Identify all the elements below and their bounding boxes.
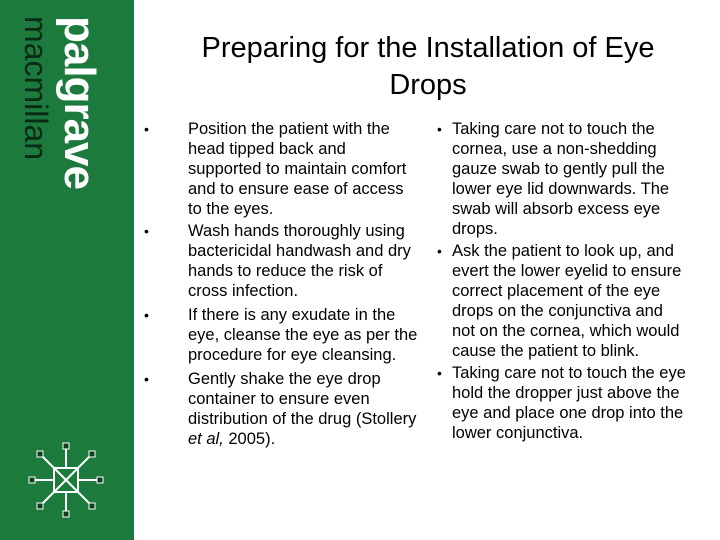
slide-title: Preparing for the Installation of Eye Drops — [201, 32, 655, 101]
brand-sidebar — [0, 0, 134, 540]
left-bullet-list — [144, 119, 420, 449]
list-item — [437, 241, 690, 361]
bullet-icon: • — [144, 307, 149, 323]
list-item — [144, 221, 420, 301]
bullet-text: Taking care not to touch the eye hold the dropper just above the eye and place one drop into the lower conjunctiva. — [452, 364, 686, 442]
bullet-icon: • — [144, 371, 149, 387]
network-logo-icon — [24, 438, 108, 522]
bullet-text-prefix: Gently shake the eye drop container to ensure even distribution of the drug (Stollery — [188, 370, 417, 428]
bullet-text: If there is any exudate in the eye, cleanse the eye as per the procedure for eye cleansing. — [188, 306, 418, 364]
bullet-text: Ask the patient to look up, and evert the lower eyelid to ensure correct placement of the eye drops on the conjunctiva and not on the cornea, which would cause the patient to blink. — [452, 242, 682, 360]
list-item — [437, 119, 690, 239]
brand-logo-palgrave: palgrave — [55, 16, 104, 189]
citation-italic: et al, — [188, 430, 224, 448]
list-item — [144, 119, 420, 219]
bullet-text: Position the patient with the head tipped back and supported to maintain comfort and to ensure ease of access to the eyes. — [188, 120, 407, 218]
brand-logo-macmillan: macmillan — [18, 16, 54, 161]
list-item — [144, 369, 420, 449]
list-item — [144, 305, 420, 365]
right-bullet-list — [437, 119, 690, 445]
bullet-icon: • — [437, 121, 442, 137]
list-item — [437, 363, 690, 443]
bullet-text: Wash hands thoroughly using bactericidal handwash and dry hands to reduce the risk of cross infection. — [188, 222, 411, 300]
bullet-icon: • — [437, 243, 442, 259]
bullet-text: Taking care not to touch the cornea, use a non-shedding gauze swab to gently pull the lower eye lid downwards. The swab will absorb excess eye drops. — [452, 120, 670, 238]
bullet-icon: • — [437, 365, 442, 381]
bullet-text-suffix: 2005). — [223, 430, 276, 448]
bullet-icon: • — [144, 121, 149, 137]
bullet-icon: • — [144, 223, 149, 239]
